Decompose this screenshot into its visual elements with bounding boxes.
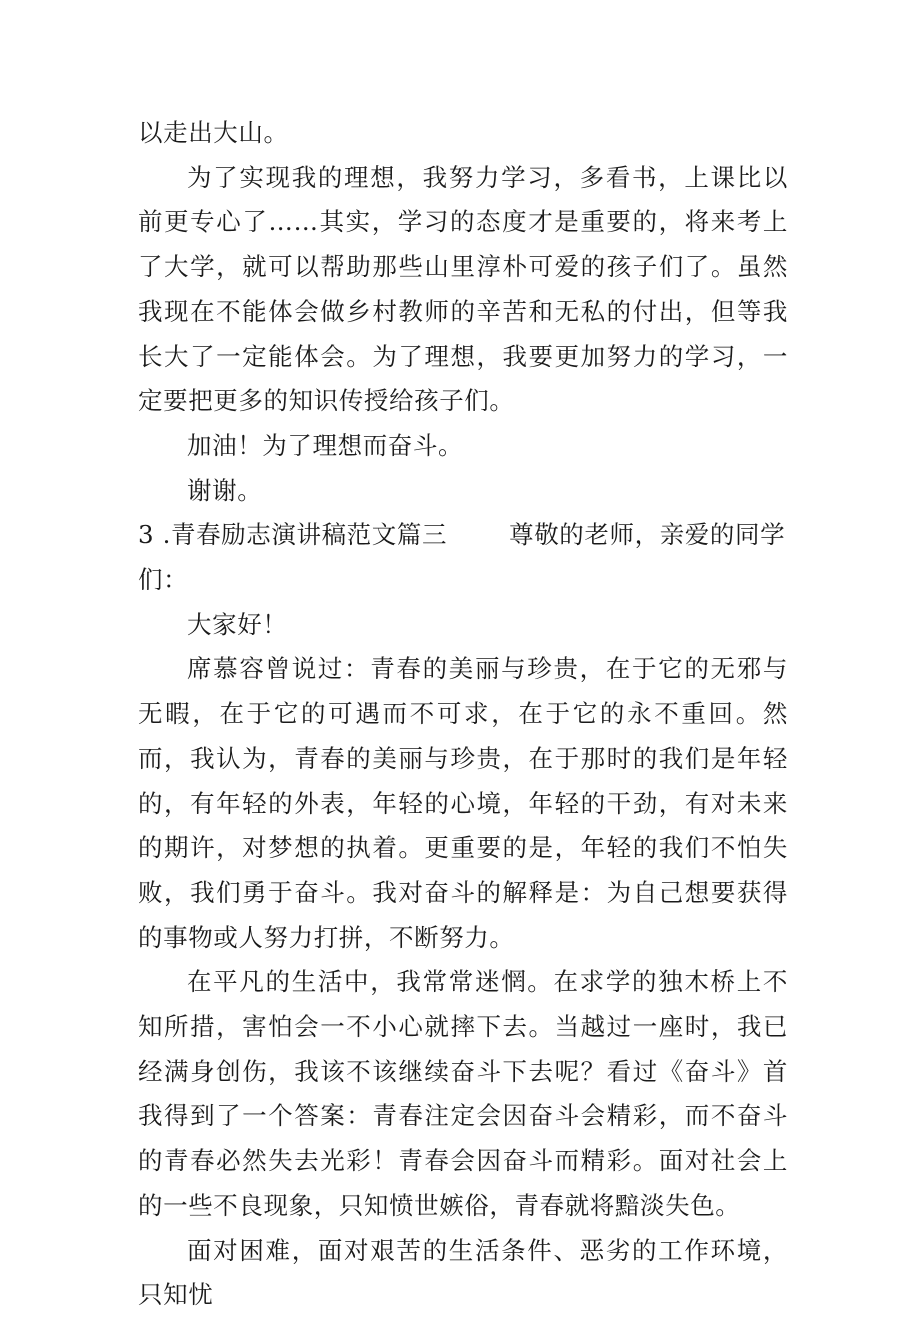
salutation-start: 尊敬的老师，亲爱的同学	[509, 520, 786, 550]
paragraph-youth: 席慕容曾说过：青春的美丽与珍贵，在于它的无邪与无暇，在于它的可遇而不可求，在于它的永不重回。然而，我认为，青春的美丽与珍贵，在于那时的我们是年轻的，有年轻的外表，年轻的心境，年轻的干劲，有对未来的期许，对梦想的执着。更重要的是，年轻的我们不怕失败，我们勇于奋斗。我对奋斗的解释是：为自己想要获得的事物或人努力打拼，不断努力。	[138, 654, 788, 952]
paragraph-struggle: 在平凡的生活中，我常常迷惘。在求学的独木桥上不知所措，害怕会一不小心就摔下去。当越过一座时，我已经满身创伤，我该不该继续奋斗下去呢？看过《奋斗》首我得到了一个答案：青春注定会因奋斗会精彩，而不奋斗的青春必然失去光彩！青春会因奋斗而精彩。面对社会上的一些不良现象，只知愤世嫉俗，青春就将黯淡失色。	[138, 967, 788, 1220]
paragraph-cheer: 加油！为了理想而奋斗。	[187, 430, 464, 460]
document-body	[138, 111, 788, 1318]
paragraph-difficulty: 面对困难，面对艰苦的生活条件、恶劣的工作环境，只知忧	[138, 1235, 788, 1310]
paragraph-greeting: 大家好！	[187, 609, 288, 639]
paragraph-thanks: 谢谢。	[187, 475, 263, 505]
section-title: .青春励志演讲稿范文篇三	[162, 520, 448, 550]
section-number: 3	[138, 520, 155, 550]
paragraph-continuation: 以走出大山。	[138, 118, 289, 147]
section-heading	[138, 513, 788, 558]
salutation-end: 们：	[138, 565, 189, 595]
paragraph-ideal: 为了实现我的理想，我努力学习，多看书，上课比以前更专心了……其实，学习的态度才是重要的，将来考上了大学，就可以帮助那些山里淳朴可爱的孩子们了。虽然我现在不能体会做乡村教师的辛苦和无私的付出，但等我长大了一定能体会。为了理想，我要更加努力的学习，一定要把更多的知识传授给孩子们。	[138, 162, 788, 416]
